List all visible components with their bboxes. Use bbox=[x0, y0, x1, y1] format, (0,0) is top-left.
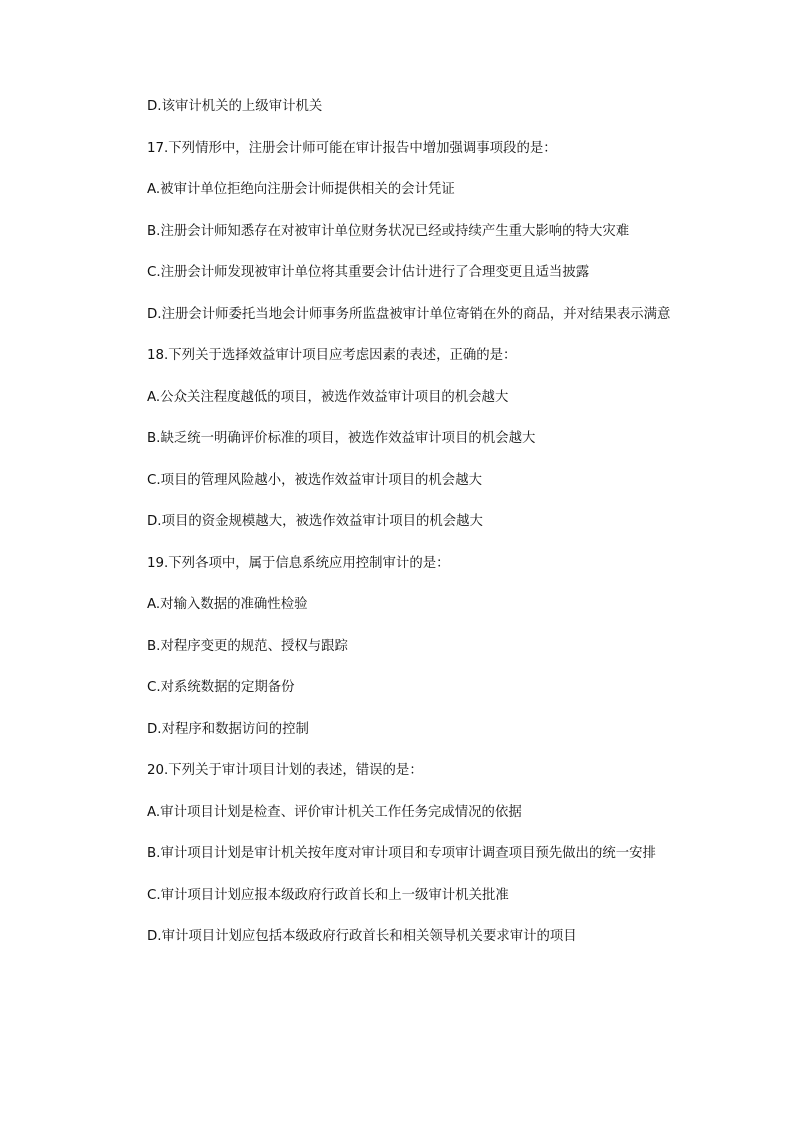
option-17-a: A.被审计单位拒绝向注册会计师提供相关的会计凭证 bbox=[147, 182, 455, 197]
question-18: 18.下列关于选择效益审计项目应考虑因素的表述，正确的是： bbox=[147, 348, 517, 363]
option-19-c: C.对系统数据的定期备份 bbox=[147, 680, 295, 695]
option-18-a: A.公众关注程度越低的项目，被选作效益审计项目的机会越大 bbox=[147, 389, 509, 405]
option-20-c: C.审计项目计划应报本级政府行政首长和上一级审计机关批准 bbox=[147, 887, 509, 903]
question-19: 19.下列各项中，属于信息系统应用控制审计的是： bbox=[147, 555, 450, 571]
option-20-b: B.审计项目计划是审计机关按年度对审计项目和专项审计调查项目预先做出的统一安排 bbox=[147, 846, 656, 861]
option-17-c: C.注册会计师发现被审计单位将其重要会计估计进行了合理变更且适当披露 bbox=[147, 265, 590, 280]
question-17: 17.下列情形中，注册会计师可能在审计报告中增加强调事项段的是： bbox=[147, 140, 557, 156]
option-19-d: D.对程序和数据访问的控制 bbox=[147, 721, 309, 737]
option-19-b: B.对程序变更的规范、授权与跟踪 bbox=[147, 638, 348, 654]
question-20: 20.下列关于审计项目计划的表述，错误的是： bbox=[147, 763, 423, 778]
document-body bbox=[119, 97, 675, 969]
option-17-b: B.注册会计师知悉存在对被审计单位财务状况已经或持续产生重大影响的特大灾难 bbox=[147, 223, 630, 239]
option-18-c: C.项目的管理风险越小，被选作效益审计项目的机会越大 bbox=[147, 472, 482, 488]
option-17-d: D.注册会计师委托当地会计师事务所监盘被审计单位寄销在外的商品，并对结果表示满意 bbox=[147, 306, 671, 322]
option-18-b: B.缺乏统一明确评价标准的项目，被选作效益审计项目的机会越大 bbox=[147, 431, 536, 446]
option-20-d: D.审计项目计划应包括本级政府行政首长和相关领导机关要求审计的项目 bbox=[147, 929, 577, 944]
option-19-a: A.对输入数据的准确性检验 bbox=[147, 597, 308, 612]
option-20-a: A.审计项目计划是检查、评价审计机关工作任务完成情况的依据 bbox=[147, 804, 522, 820]
option-16-d: D.该审计机关的上级审计机关 bbox=[147, 99, 323, 114]
option-18-d: D.项目的资金规模越大，被选作效益审计项目的机会越大 bbox=[147, 514, 483, 529]
